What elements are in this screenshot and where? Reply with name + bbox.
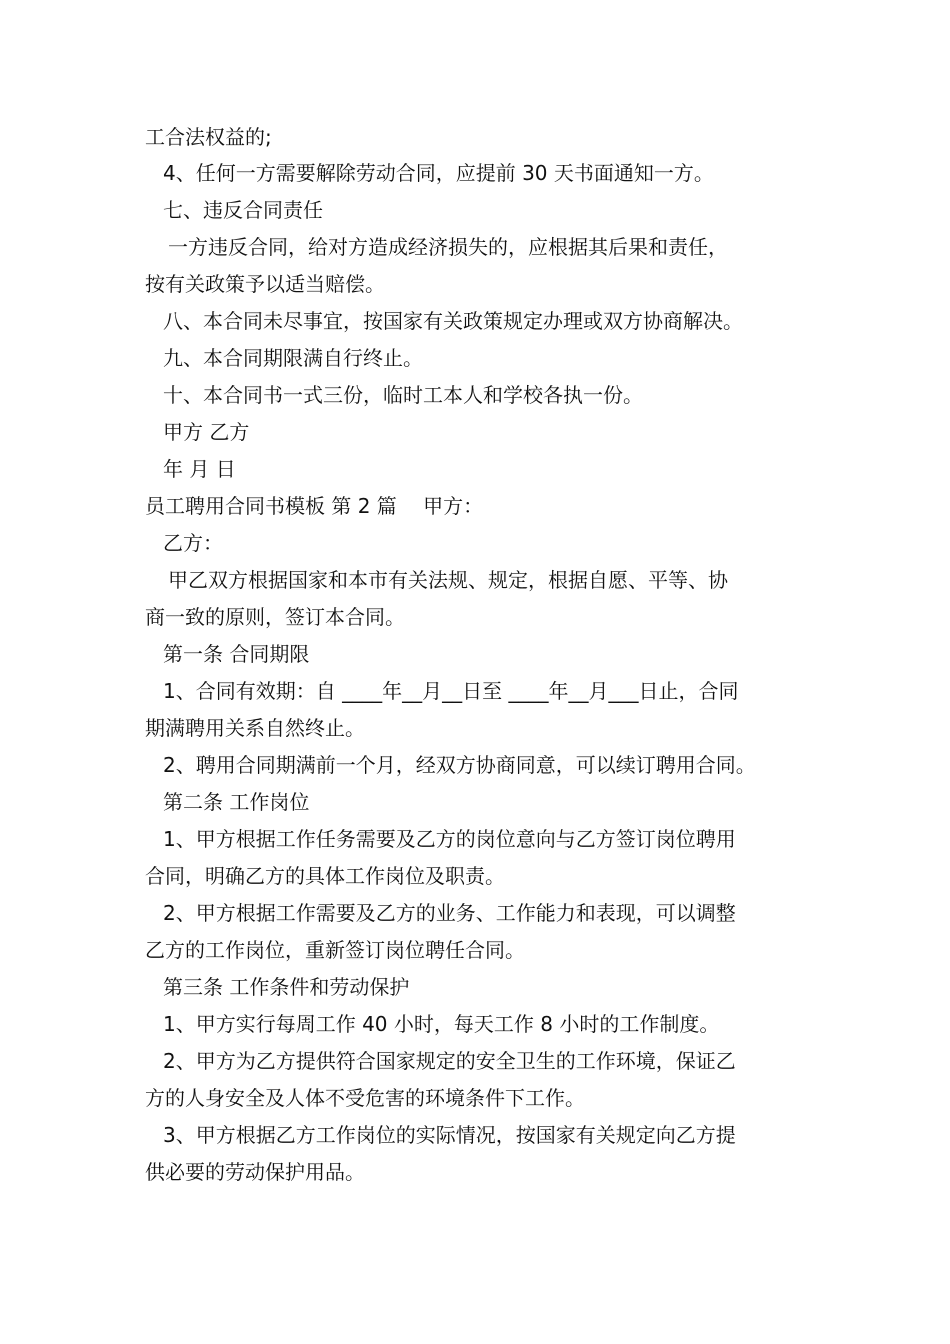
text-line: 供必要的劳动保护用品。	[145, 1160, 365, 1184]
text-line: 1、合同有效期：自 ____年__月__日至 ____年__月___日止，合同	[163, 679, 739, 703]
text-line: 期满聘用关系自然终止。	[145, 716, 365, 740]
text-line: 2、甲方根据工作需要及乙方的业务、工作能力和表现，可以调整	[163, 901, 736, 925]
article-heading: 第一条 合同期限	[163, 642, 310, 666]
text-line: 3、甲方根据乙方工作岗位的实际情况，按国家有关规定向乙方提	[163, 1123, 736, 1147]
text-line: 方的人身安全及人体不受危害的环境条件下工作。	[145, 1086, 585, 1110]
text-line: 按有关政策予以适当赔偿。	[145, 272, 385, 296]
text-line: 工合法权益的;	[145, 125, 272, 149]
text-line: 1、甲方根据工作任务需要及乙方的岗位意向与乙方签订岗位聘用	[163, 827, 736, 851]
article-heading: 第三条 工作条件和劳动保护	[163, 975, 410, 999]
text-line: 2、甲方为乙方提供符合国家规定的安全卫生的工作环境，保证乙	[163, 1049, 736, 1073]
text-line: 合同，明确乙方的具体工作岗位及职责。	[145, 864, 505, 888]
article-heading: 第二条 工作岗位	[163, 790, 310, 814]
section-heading: 七、违反合同责任	[163, 198, 323, 222]
contract-title: 员工聘用合同书模板 第 2 篇 甲方：	[145, 494, 484, 518]
signature-date: 年 月 日	[163, 457, 236, 481]
text-line: 甲乙双方根据国家和本市有关法规、规定，根据自愿、平等、协	[168, 568, 728, 592]
party-b-label: 乙方：	[163, 531, 223, 555]
text-line: 2、聘用合同期满前一个月，经双方协商同意，可以续订聘用合同。	[163, 753, 756, 777]
text-line: 4、任何一方需要解除劳动合同，应提前 30 天书面通知一方。	[163, 161, 714, 185]
text-line: 九、本合同期限满自行终止。	[163, 346, 423, 370]
text-line: 乙方的工作岗位，重新签订岗位聘任合同。	[145, 938, 525, 962]
signature-parties: 甲方 乙方	[163, 420, 250, 444]
text-line: 一方违反合同，给对方造成经济损失的，应根据其后果和责任，	[168, 235, 728, 259]
text-line: 1、甲方实行每周工作 40 小时，每天工作 8 小时的工作制度。	[163, 1012, 720, 1036]
text-line: 八、本合同未尽事宜，按国家有关政策规定办理或双方协商解决。	[163, 309, 743, 333]
text-line: 商一致的原则，签订本合同。	[145, 605, 405, 629]
text-line: 十、本合同书一式三份，临时工本人和学校各执一份。	[163, 383, 643, 407]
